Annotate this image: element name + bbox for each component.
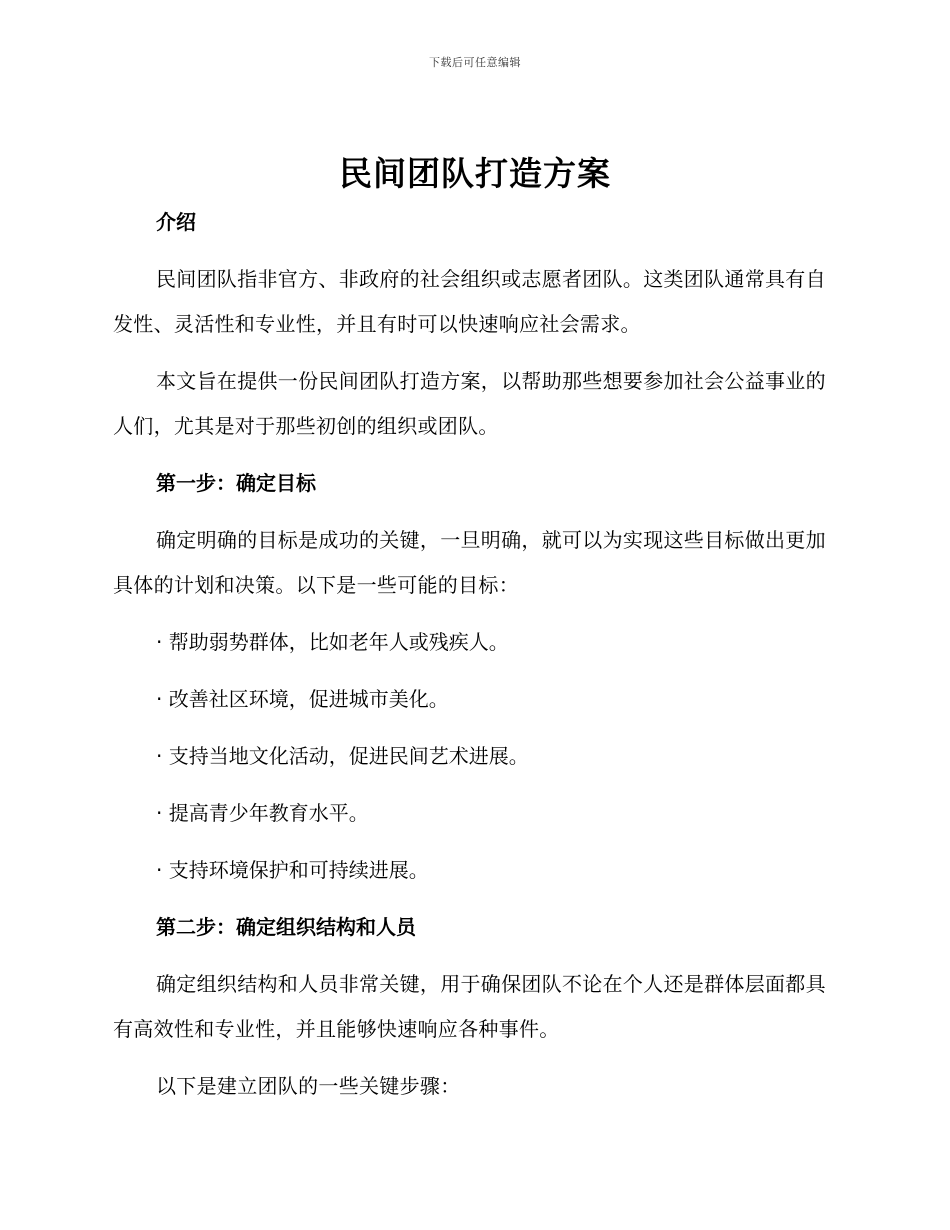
step2-heading: 第二步：确定组织结构和人员 xyxy=(156,915,416,939)
document-title: 民间团队打造方案 xyxy=(339,154,611,193)
list-item: · 支持环境保护和可持续进展。 xyxy=(156,858,429,882)
step1-heading: 第一步：确定目标 xyxy=(156,471,316,495)
intro-paragraph-2: 本文旨在提供一份民间团队打造方案，以帮助那些想要参加社会公益事业的人们，尤其是对于那些初创的组织或团队。 xyxy=(113,369,826,438)
list-item: · 支持当地文化活动，促进民间艺术进展。 xyxy=(156,744,529,768)
step2-paragraph-2: 以下是建立团队的一些关键步骤： xyxy=(156,1074,461,1098)
intro-paragraph-1: 民间团队指非官方、非政府的社会组织或志愿者团队。这类团队通常具有自发性、灵活性和专业性，并且有时可以快速响应社会需求。 xyxy=(113,267,826,336)
list-item: · 提高青少年教育水平。 xyxy=(156,801,369,825)
step2-paragraph-1: 确定组织结构和人员非常关键，用于确保团队不论在个人还是群体层面都具有高效性和专业性，并且能够快速响应各种事件。 xyxy=(113,972,826,1041)
step1-paragraph: 确定明确的目标是成功的关键，一旦明确，就可以为实现这些目标做出更加具体的计划和决策。以下是一些可能的目标： xyxy=(113,528,826,597)
header-note: 下载后可任意编辑 xyxy=(429,56,521,69)
list-item: · 帮助弱势群体，比如老年人或残疾人。 xyxy=(156,630,509,654)
intro-heading: 介绍 xyxy=(156,210,196,234)
list-item: · 改善社区环境，促进城市美化。 xyxy=(156,687,449,711)
document-body xyxy=(113,200,833,1109)
